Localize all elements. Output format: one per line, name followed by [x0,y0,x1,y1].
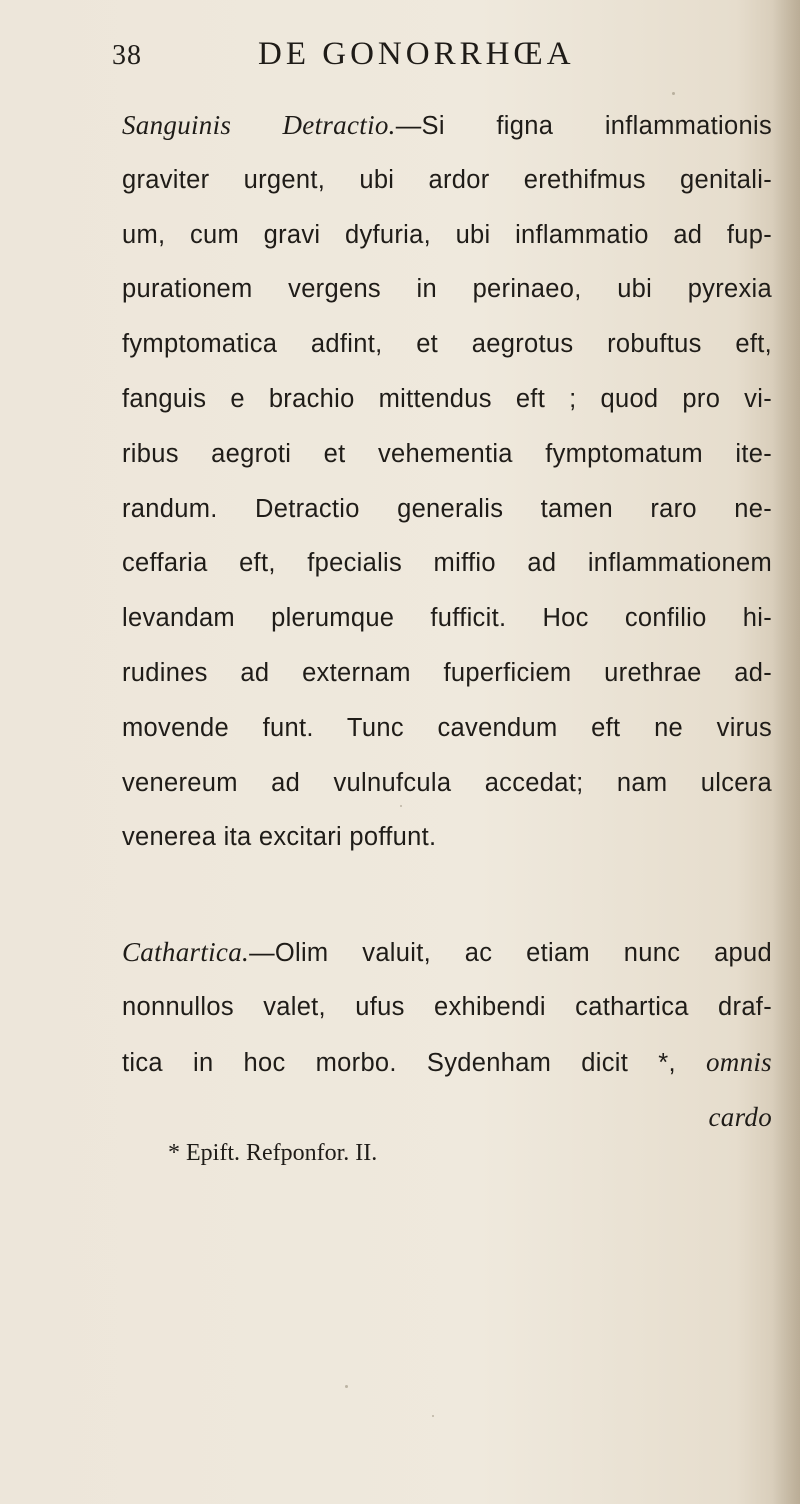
paragraph2-line-1 [122,925,772,980]
paragraph1-line-13: venereum ad vulnufcula accedat; nam ulcera [122,768,772,797]
paragraph2-line-3 [122,1035,772,1090]
paper-speck [345,1385,348,1388]
paragraph1-line-1 [122,98,772,153]
paper-speck [400,805,402,807]
paragraph2-line-2: nonnullos valet, ufus exhibendi cathartica draf- [122,992,772,1021]
paragraph2-title: Cathartica. [122,937,250,968]
paragraph2-line-1-text: —Olim valuit, ac etiam nunc apud [249,939,772,968]
paragraph1-line-8: randum. Detractio generalis tamen raro ne- [122,494,772,523]
paragraph1-line-12: movende funt. Tunc cavendum eft ne virus [122,713,772,742]
body-text [122,98,772,1144]
paragraph1-line-2: graviter urgent, ubi ardor erethifmus genitali- [122,165,772,194]
footnote: * Epift. Refponfor. II. [168,1140,378,1166]
paragraph2-line-3-text: tica in hoc morbo. Sydenham dicit *, [122,1048,676,1077]
paper-speck [672,92,675,95]
paragraph1-line-6: fanguis e brachio mittendus eft ; quod pro vi- [122,384,772,413]
paragraph1-line-9: ceffaria eft, fpecialis miffio ad inflammationem [122,549,772,578]
paragraph-gap [122,865,772,925]
paragraph1-line-11: rudines ad externam fuperficiem urethrae ad- [122,658,772,687]
paragraph1-line-14: venerea ita excitari poffunt. [122,823,437,852]
paragraph1-line-10: levandam plerumque fufficit. Hoc confilio hi- [122,604,772,633]
page-edge-shadow [772,0,800,1504]
paper-speck [432,1415,434,1417]
paragraph1-line-1-text: —Si figna inflammationis [395,112,772,140]
paragraph1-title: Sanguinis Detractio. [122,110,396,140]
paragraph1-line-3: um, cum gravi dyfuria, ubi inflammatio ad fup- [122,220,772,249]
paragraph1-line-7: ribus aegroti et vehementia fymptomatum ite- [122,439,772,468]
running-head: DE GONORRHŒA [258,36,575,72]
page-number: 38 [112,40,142,71]
catchword: cardo [708,1101,772,1132]
paragraph2-line-3-italic: omnis [705,1046,772,1077]
paragraph1-line-4: purationem vergens in perinaeo, ubi pyrexia [122,275,772,304]
paragraph1-line-5: fymptomatica adfint, et aegrotus robuftus eft, [122,330,772,359]
catchword-line [122,1090,772,1145]
page-header [0,34,800,84]
